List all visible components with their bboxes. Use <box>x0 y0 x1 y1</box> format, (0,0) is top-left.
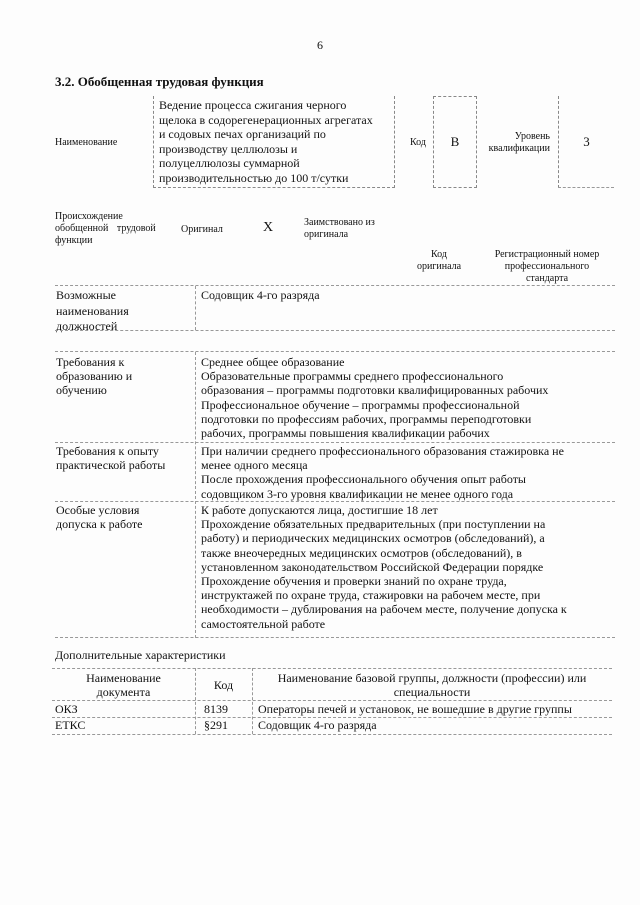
special-conditions-value-line: Прохождение обязательных предварительных (при поступлении на <box>201 517 546 532</box>
special-conditions-value-line: самостоятельной работе <box>201 616 326 631</box>
function-name-line: щелока в содорегенерационных агрегатах <box>159 112 373 127</box>
special-conditions-value-line: работу) и периодических медицинских осмотров (обследований), а <box>201 531 545 546</box>
origin-label <box>55 211 175 247</box>
special-conditions-value-line: также внеочередных медицинских осмотров (обследований), в <box>201 545 522 560</box>
education-value-line: Среднее общее образование <box>201 355 345 369</box>
special-conditions-label-line: допуска к работе <box>56 517 143 532</box>
experience-value-line: содовщиком 3-го уровня квалификации не менее одного года <box>201 486 514 501</box>
education-value-line: Образовательные программы среднего профессионального <box>201 369 504 384</box>
positions-top-rule <box>55 285 615 286</box>
row-etks-name: Содовщик 4-го разряда <box>258 718 377 732</box>
function-name-line: полуцеллюлозы суммарной <box>159 156 300 171</box>
positions-label <box>56 288 192 335</box>
section-title: 3.2. Обобщенная трудовая функция <box>55 74 264 89</box>
reg-number-line: стандарта <box>525 273 569 284</box>
req-bottom-rule <box>55 637 615 638</box>
special-conditions-value-line: инструктажей по охране труда, стажировки на рабочем месте, при <box>201 588 541 603</box>
experience-label-line: Требования к опыту <box>56 444 159 458</box>
level-label-line: Уровень <box>514 131 550 142</box>
reg-number-line: профессионального <box>504 261 590 272</box>
experience-label <box>56 444 192 472</box>
positions-value: Содовщик 4-го разряда <box>201 288 320 302</box>
level-label <box>478 131 550 155</box>
positions-label-line: Возможные <box>56 288 116 302</box>
function-name-line: производству целлюлозы и <box>159 141 298 156</box>
special-conditions-value-line: необходимости – дублирования на рабочем месте, получение допуска к <box>201 602 567 617</box>
positions-label-line: должностей <box>56 319 118 333</box>
header-line: документа <box>96 685 151 700</box>
experience-value-line: менее одного месяца <box>201 458 308 473</box>
experience-value-line: После прохождения профессионального обучения опыт работы <box>201 472 526 487</box>
code-original-line: Код <box>431 249 447 260</box>
add-table-bottom-rule <box>52 734 612 735</box>
original-mark: X <box>263 220 274 235</box>
positions-divider <box>195 286 196 330</box>
req-divider <box>195 352 196 638</box>
req-row-rule <box>55 501 615 502</box>
education-label-line: образованию и <box>56 369 133 384</box>
page-number: 6 <box>317 38 323 52</box>
header-line: Наименование <box>86 671 161 685</box>
education-label <box>56 355 192 398</box>
special-conditions-value-line: К работе допускаются лица, достигшие 18 лет <box>201 503 438 517</box>
experience-label-line: практической работы <box>56 458 166 473</box>
code-label: Код <box>410 137 426 148</box>
row-okz-name: Операторы печей и установок, не вошедшие в другие группы <box>258 702 572 716</box>
education-value-line: образования – программы подготовки квалифицированных рабочих <box>201 383 549 398</box>
header-code: Код <box>213 678 234 692</box>
code-original-label <box>414 249 464 273</box>
header-line: Наименование базовой группы, должности (профессии) или <box>277 671 587 685</box>
special-conditions-value-line: Прохождение обучения и проверки знаний по охране труда, <box>201 574 507 589</box>
function-name-line: и содовых печах организаций по <box>159 127 326 142</box>
experience-value <box>201 444 613 501</box>
positions-bottom-rule <box>55 330 615 331</box>
req-row-rule <box>55 442 615 443</box>
add-table-top-rule <box>52 668 612 669</box>
special-conditions-label-line: Особые условия <box>56 503 140 517</box>
origin-label-line: обобщенной трудовой <box>55 223 156 234</box>
level-value-box <box>558 96 614 188</box>
education-value-line: рабочих, программы повышения квалификации рабочих <box>201 426 490 441</box>
origin-label-line: функции <box>55 235 93 246</box>
borrowed-label <box>304 217 375 241</box>
special-conditions-label <box>56 503 192 531</box>
additional-title: Дополнительные характеристики <box>55 648 226 662</box>
education-label-line: Требования к <box>56 355 125 369</box>
education-value-line: Профессиональное обучение – программы профессиональной <box>201 397 520 412</box>
education-value-line: подготовки по профессиям рабочих, программы переподготовки <box>201 411 532 426</box>
education-label-line: обучению <box>56 383 107 398</box>
experience-value-line: При наличии среднего профессионального образования стажировка не <box>201 444 564 458</box>
level-value: 3 <box>583 134 590 149</box>
function-name-box <box>153 96 395 188</box>
origin-label-line: Происхождение <box>55 211 123 222</box>
code-value-box <box>433 96 477 188</box>
function-name-line: производительностью до 100 т/сутки <box>159 170 349 185</box>
level-box-bottom <box>558 187 614 188</box>
row-okz-document: ОКЗ <box>55 702 78 716</box>
req-top-rule <box>55 351 615 352</box>
row-etks-code: §291 <box>204 718 228 732</box>
row-okz-code: 8139 <box>204 702 228 716</box>
header-document-name <box>52 671 195 699</box>
original-label: Оригинал <box>181 224 223 235</box>
name-label: Наименование <box>55 137 118 148</box>
borrowed-label-line: Заимствовано из <box>304 217 375 228</box>
special-conditions-value <box>201 503 613 631</box>
row-etks-document: ЕТКС <box>55 718 86 732</box>
code-original-line: оригинала <box>416 261 462 272</box>
code-value: B <box>450 134 460 149</box>
borrowed-label-line: оригинала <box>304 229 349 240</box>
header-base-group <box>252 671 612 699</box>
header-line: специальности <box>393 685 471 700</box>
education-value <box>201 355 613 440</box>
special-conditions-value-line: установленном законодательством Российской Федерации порядке <box>201 559 544 574</box>
level-label-line: квалификации <box>488 143 550 154</box>
reg-number-label <box>482 249 612 285</box>
positions-label-line: наименования <box>56 303 129 318</box>
reg-number-line: Регистрационный номер <box>494 249 600 260</box>
add-table-header-rule <box>52 700 612 701</box>
function-name-line: Ведение процесса сжигания черного <box>159 98 347 112</box>
